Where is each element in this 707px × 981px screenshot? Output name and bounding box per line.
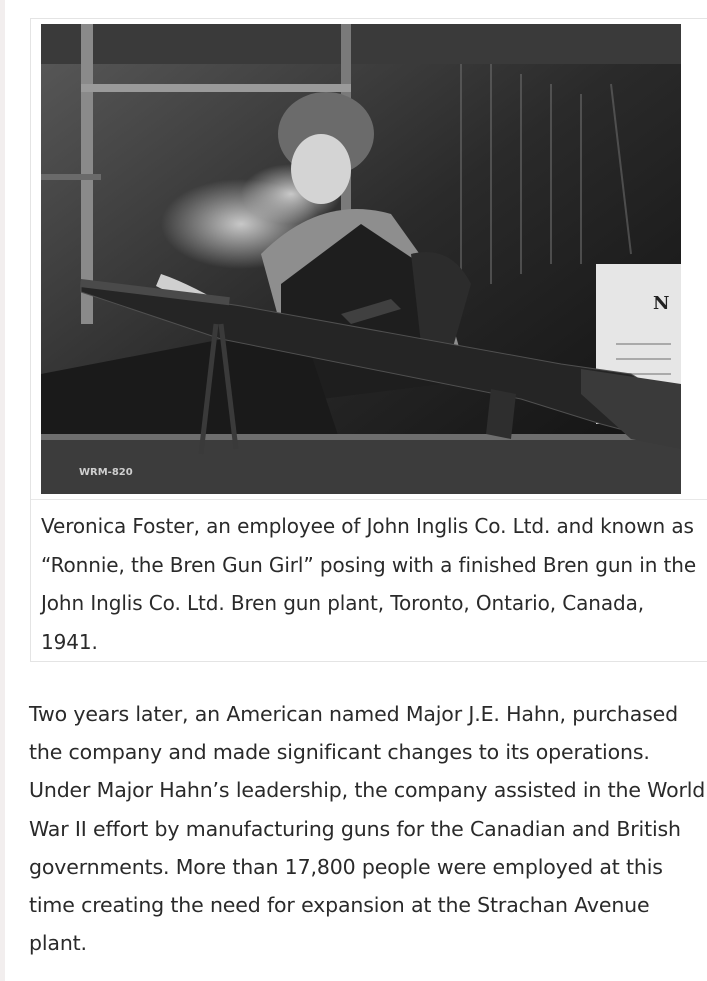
caption-divider <box>31 499 707 500</box>
photo-stamp: WRM-820 <box>79 467 133 478</box>
left-border <box>0 0 5 981</box>
sign-text: N <box>653 293 670 314</box>
photo-figure <box>30 18 707 662</box>
historical-photo <box>41 24 681 494</box>
article-paragraph: Two years later, an American named Major J.E. Hahn, purchased the company and made significant changes to its operations. Under Major Hahn’s leadership, the company assisted in the World War II effort by manufacturing guns for the Canadian and British governments. More than 17,800 people were employed at this time creating the need for expansion at the Strachan Avenue plant. <box>29 702 706 956</box>
photo-caption: Veronica Foster, an employee of John Inglis Co. Ltd. and known as “Ronnie, the Bren Gun Girl” posing with a finished Bren gun in the John Inglis Co. Ltd. Bren gun plant, Toronto, Ontario, Canada, 1941. <box>41 514 697 654</box>
